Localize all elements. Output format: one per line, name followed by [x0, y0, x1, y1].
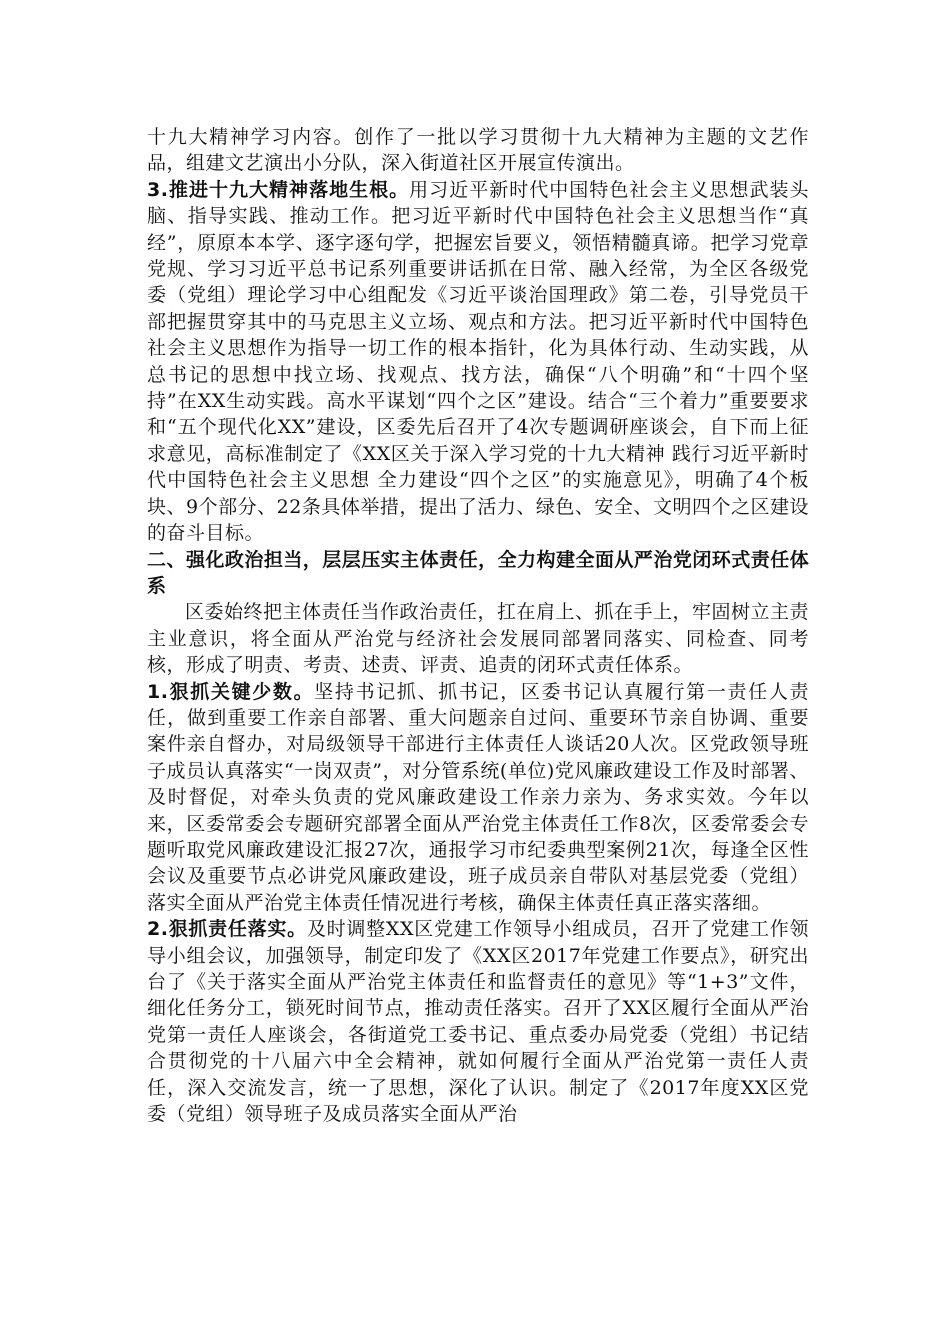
paragraph-text: 用习近平新时代中国特色社会主义思想武装头脑、指导实践、推动工作。把习近平新时代中国特色社会主义思想当作“真经”，原原本本学、逐字逐句学，把握宏旨要义，领悟精髓真谛。把学习党章党规、学习习近平总书记系列重要讲话抓在日常、融入经常，为全区各级党委（党组）理论学习中心组配发《习近平谈治国理政》第二卷，引导党员干部把握贯穿其中的马克思主义立场、观点和方法。把习近平新时代中国特色社会主义思想作为指导一切工作的根本指针，化为具体行动、生动实践，从总书记的思想中找立场、找观点、找方法，确保“八个明确”和“十四个坚持”在XX生动实践。高水平谋划“四个之区”建设。结合“三个着力”重要要求和“五个现代化XX”建设，区委先后召开了4次专题调研座谈会，自下而上征求意见，高标准制定了《XX区关于深入学习党的十九大精神 践行习近平新时代中国特色社会主义思想 全力建设“四个之区”的实施意见》，明确了4个板块、9个部分、22条具体举措，提出了活力、绿色、安全、文明四个之区建设的奋斗目标。 — [147, 178, 809, 545]
paragraph-lead: 1.狠抓关键少数。 — [147, 680, 315, 703]
section-heading: 二、强化政治担当，层层压实主体责任，全力构建全面从严治党闭环式责任体系 — [147, 548, 809, 597]
paragraph-item-2 — [147, 916, 809, 1127]
paragraph-point-3 — [147, 177, 809, 547]
section-intro: 区委始终把主体责任当作政治责任，扛在肩上、抓在手上，牢固树立主责主业意识，将全面从严治党与经济社会发展同部署同落实、同检查、同考核，形成了明责、考责、述责、评责、追责的闭环式责任体系。 — [147, 601, 810, 677]
paragraph-continuation — [147, 124, 809, 177]
paragraph-lead: 2.狠抓责任落实。 — [147, 918, 307, 941]
paragraph-text: 坚持书记抓、抓书记，区委书记认真履行第一责任人责任，做到重要工作亲自部署、重大问题亲自过问、重要环节亲自协调、重要案件亲自督办，对局级领导干部进行主体责任人谈话20人次。区党政领导班子成员认真落实“一岗双责”，对分管系统(单位)党风廉政建设工作及时部署、及时督促，对牵头负责的党风廉政建设工作亲力亲为、务求实效。今年以来，区委常委会专题研究部署全面从严治党主体责任工作8次，区委常委会专题听取党风廉政建设汇报27次，通报学习市纪委典型案例21次，每逢全区性会议及重要节点必讲党风廉政建设，班子成员亲自带队对基层党委（党组）落实全面从严治党主体责任情况进行考核，确保主体责任真正落实落细。 — [147, 680, 809, 914]
paragraph-item-1 — [147, 679, 809, 917]
document-page — [147, 124, 809, 1127]
paragraph-lead: 3.推进十九大精神落地生根。 — [147, 178, 410, 201]
paragraph-text: 及时调整XX区党建工作领导小组成员，召开了党建工作领导小组会议，加强领导，制定印发了《XX区2017年党建工作要点》，研究出台了《关于落实全面从严治党主体责任和监督责任的意见》等“1+3”文件，细化任务分工，锁死时间节点，推动责任落实。召开了XX区履行全面从严治党第一责任人座谈会，各街道党工委书记、重点委办局党委（党组）书记结合贯彻党的十八届六中全会精神，就如何履行全面从严治党第一责任人责任，深入交流发言，统一了思想，深化了认识。制定了《2017年度XX区党委（党组）领导班子及成员落实全面从严治 — [147, 918, 809, 1126]
paragraph-text: 十九大精神学习内容。创作了一批以学习贯彻十九大精神为主题的文艺作品，组建文艺演出小分队，深入街道社区开展宣传演出。 — [147, 126, 809, 175]
